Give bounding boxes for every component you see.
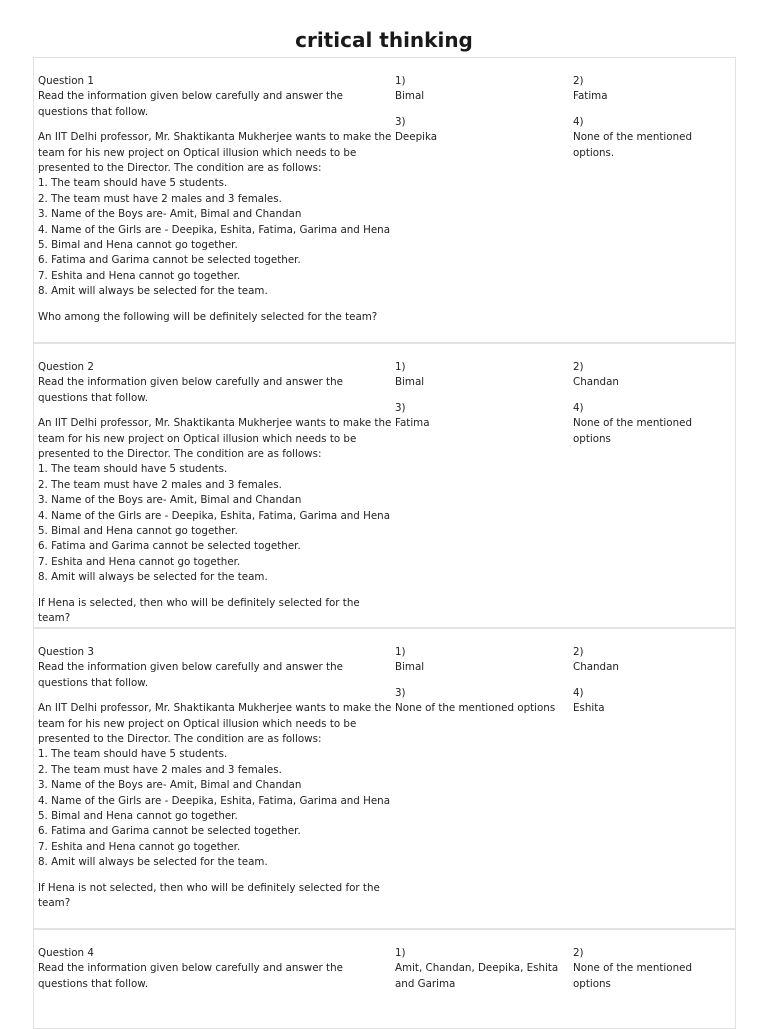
answer-option-3[interactable] [395, 401, 573, 447]
passage-line: 1. The team should have 5 students. [38, 177, 228, 190]
question-number: Question 3 [38, 646, 94, 658]
option-label: Fatima [573, 90, 608, 103]
question-prompt: If Hena is not selected, then who will be definitely selected for the team? [38, 881, 380, 910]
passage-line: 5. Bimal and Hena cannot go together. [38, 810, 238, 823]
passage-line: 7. Eshita and Hena cannot go together. [38, 269, 241, 282]
question-body [38, 360, 395, 625]
option-number: 4) [573, 115, 584, 128]
answer-option-4[interactable] [573, 686, 733, 717]
answer-options [395, 645, 735, 916]
passage-line: 6. Fatima and Garima cannot be selected together. [38, 825, 301, 838]
question-card-4 [33, 929, 736, 1029]
answer-option-2[interactable] [573, 946, 733, 992]
passage-line: 8. Amit will always be selected for the team. [38, 856, 268, 869]
option-label: Chandan [573, 376, 619, 389]
option-label: Fatima [395, 417, 430, 430]
option-label: None of the mentioned options. [573, 131, 692, 159]
answer-option-4[interactable] [573, 115, 733, 161]
option-number: 2) [573, 361, 584, 373]
question-number: Question 4 [38, 947, 94, 959]
answer-option-1[interactable] [395, 74, 573, 105]
option-number: 3) [395, 115, 406, 128]
passage-intro: Read the information given below carefully and answer the questions that follow. [38, 962, 343, 990]
option-number: 3) [395, 401, 406, 414]
option-number: 4) [573, 401, 584, 414]
passage-intro: Read the information given below carefully and answer the questions that follow. [38, 661, 343, 689]
passage-line: 3. Name of the Boys are- Amit, Bimal and Chandan [38, 208, 302, 221]
question-body [38, 74, 395, 330]
passage-line: 7. Eshita and Hena cannot go together. [38, 840, 241, 853]
question-prompt: Who among the following will be definitely selected for the team? [38, 310, 378, 323]
option-label: Bimal [395, 90, 425, 103]
passage-line: 1. The team should have 5 students. [38, 463, 228, 476]
passage-line: 2. The team must have 2 males and 3 females. [38, 192, 282, 205]
passage-line: An IIT Delhi professor, Mr. Shaktikanta Mukherjee wants to make the team for his new project on Optical illusion which needs to be presented to the Director. The condition are as follows: [38, 702, 392, 746]
question-card-1 [33, 57, 736, 343]
passage-line: An IIT Delhi professor, Mr. Shaktikanta Mukherjee wants to make the team for his new project on Optical illusion which needs to be presented to the Director. The condition are as follows: [38, 417, 392, 461]
answer-options [395, 74, 735, 330]
question-number: Question 2 [38, 361, 94, 373]
question-card-2 [33, 343, 736, 628]
option-label: Chandan [573, 661, 619, 674]
passage-line: 8. Amit will always be selected for the team. [38, 571, 268, 584]
answer-option-3[interactable] [395, 115, 573, 161]
option-number: 1) [395, 75, 406, 87]
passage-line: 3. Name of the Boys are- Amit, Bimal and Chandan [38, 494, 302, 507]
option-label: Bimal [395, 661, 425, 674]
option-label: Amit, Chandan, Deepika, Eshita and Garima [395, 962, 559, 990]
passage-line: 8. Amit will always be selected for the team. [38, 285, 268, 298]
passage-line: 5. Bimal and Hena cannot go together. [38, 525, 238, 538]
question-prompt: If Hena is selected, then who will be definitely selected for the team? [38, 596, 360, 625]
option-label: None of the mentioned options [573, 962, 692, 990]
passage-line: 4. Name of the Girls are - Deepika, Eshita, Fatima, Garima and Hena [38, 509, 391, 522]
passage-line: 4. Name of the Girls are - Deepika, Eshita, Fatima, Garima and Hena [38, 794, 391, 807]
option-number: 2) [573, 646, 584, 658]
option-number: 2) [573, 75, 584, 87]
option-number: 3) [395, 686, 406, 699]
passage-line: 7. Eshita and Hena cannot go together. [38, 555, 241, 568]
passage-line: 2. The team must have 2 males and 3 females. [38, 478, 282, 491]
passage-line: An IIT Delhi professor, Mr. Shaktikanta Mukherjee wants to make the team for his new project on Optical illusion which needs to be presented to the Director. The condition are as follows: [38, 131, 392, 175]
option-number: 2) [573, 947, 584, 959]
answer-option-2[interactable] [573, 360, 733, 391]
answer-option-1[interactable] [395, 645, 573, 676]
option-label: Bimal [395, 376, 425, 389]
question-body [38, 946, 395, 1016]
passage-line: 1. The team should have 5 students. [38, 748, 228, 761]
page-title: critical thinking [295, 28, 473, 52]
answer-option-1[interactable] [395, 360, 573, 391]
answer-options [395, 946, 735, 1016]
answer-option-2[interactable] [573, 74, 733, 105]
question-list [33, 57, 736, 1029]
passage-line: 6. Fatima and Garima cannot be selected together. [38, 540, 301, 553]
question-body [38, 645, 395, 916]
passage-line: 4. Name of the Girls are - Deepika, Eshita, Fatima, Garima and Hena [38, 223, 391, 236]
option-number: 4) [573, 686, 584, 699]
option-label: Deepika [395, 131, 438, 144]
answer-options [395, 360, 735, 615]
passage-line: 6. Fatima and Garima cannot be selected together. [38, 254, 301, 267]
passage-line: 3. Name of the Boys are- Amit, Bimal and Chandan [38, 779, 302, 792]
option-label: None of the mentioned options [395, 702, 556, 715]
passage-line: 2. The team must have 2 males and 3 females. [38, 763, 282, 776]
answer-option-2[interactable] [573, 645, 733, 676]
answer-option-1[interactable] [395, 946, 573, 992]
answer-option-4[interactable] [573, 401, 733, 447]
option-number: 1) [395, 646, 406, 658]
passage-intro: Read the information given below carefully and answer the questions that follow. [38, 90, 343, 118]
answer-option-3[interactable] [395, 686, 573, 717]
option-number: 1) [395, 361, 406, 373]
question-number: Question 1 [38, 75, 94, 87]
passage-intro: Read the information given below carefully and answer the questions that follow. [38, 376, 343, 404]
option-number: 1) [395, 947, 406, 959]
option-label: Eshita [573, 702, 605, 715]
option-label: None of the mentioned options [573, 417, 692, 445]
question-card-3 [33, 628, 736, 929]
passage-line: 5. Bimal and Hena cannot go together. [38, 239, 238, 252]
